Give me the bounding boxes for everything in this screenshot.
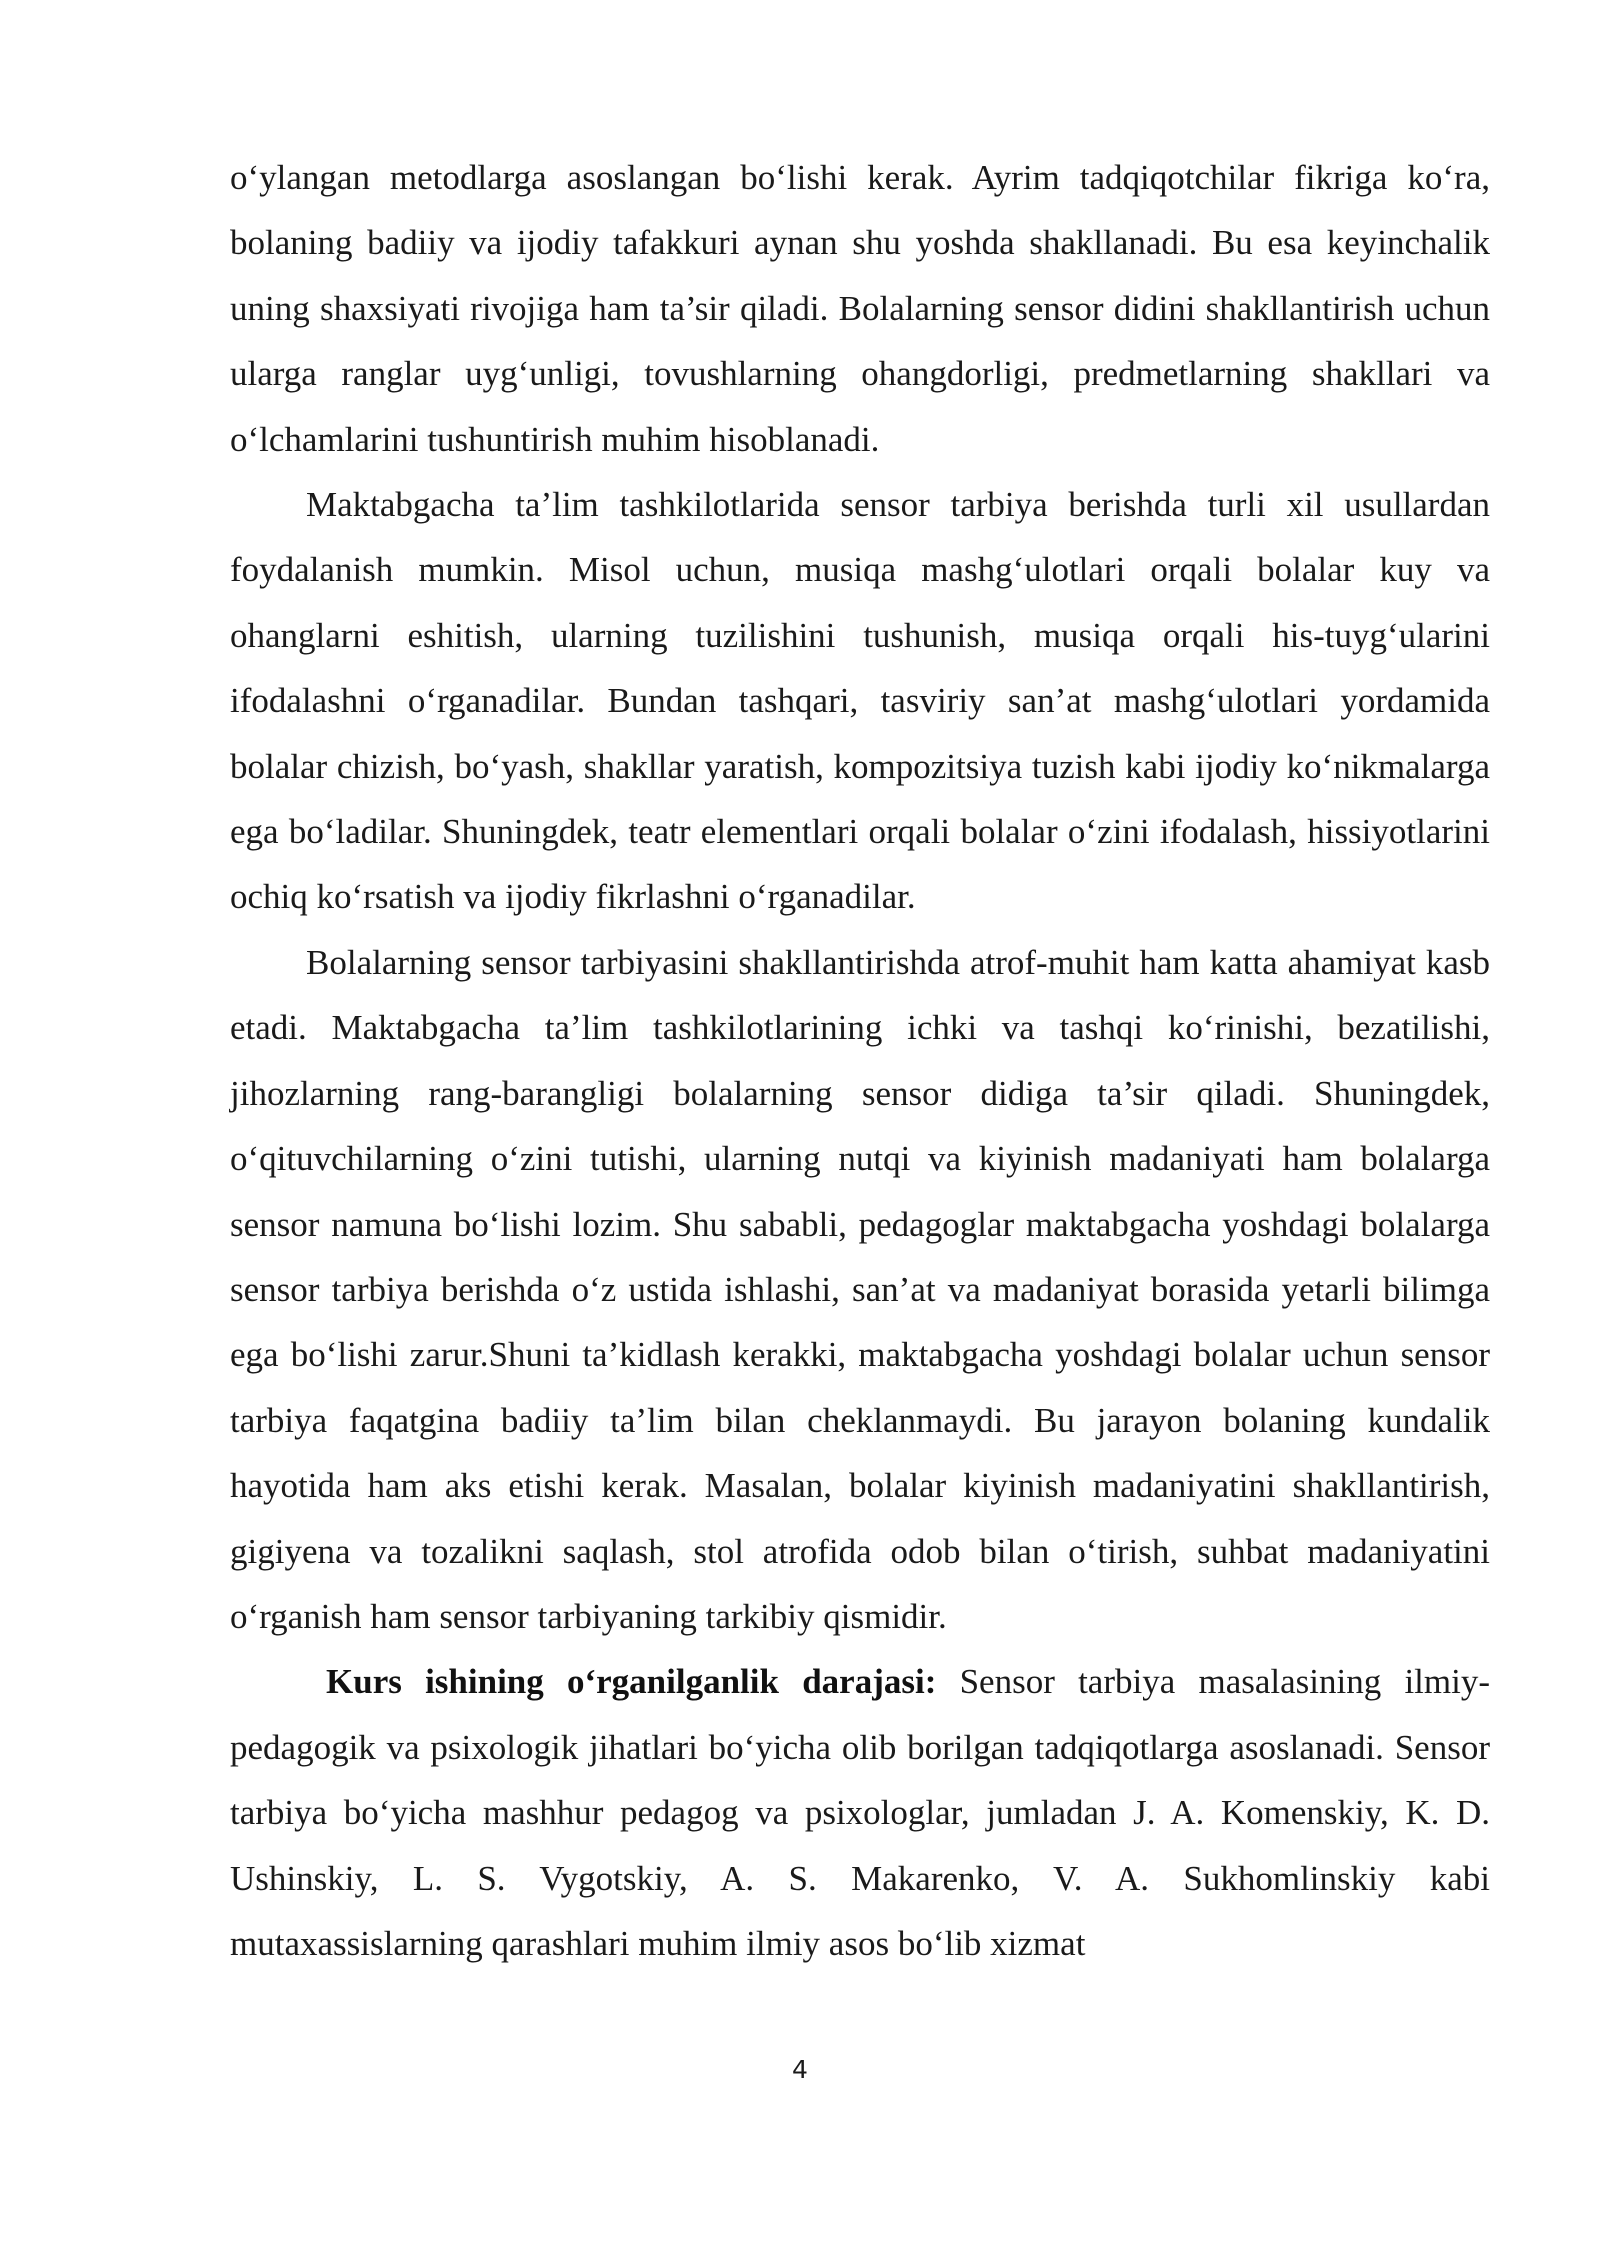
paragraph-2: Maktabgacha ta’lim tashkilotlarida sensor tarbiya berishda turli xil usullardan foydalanish mumkin. Misol uchun, musiqa mashg‘ulotlari orqali bolalar kuy va ohanglarni eshitish, ularning tuzilishini tushunish, musiqa orqali his-tuyg‘ularini ifodalashni o‘rganadilar. Bundan tashqari, tasviriy san’at mashg‘ulotlari yordamida bolalar chizish, bo‘yash, shakllar yaratish, kompozitsiya tuzish kabi ijodiy ko‘nikmalarga ega bo‘ladilar. Shuningdek, teatr elementlari orqali bolalar o‘zini ifodalash, hissiyotlarini ochiq ko‘rsatish va ijodiy fikrlashni o‘rganadilar. (230, 485, 1490, 917)
paragraph-3: Bolalarning sensor tarbiyasini shakllantirishda atrof-muhit ham katta ahamiyat kasb etadi. Maktabgacha ta’lim tashkilotlarining ichki va tashqi ko‘rinishi, bezatilishi, jihozlarning rang-barangligi bolalarning sensor didiga ta’sir qiladi. Shuningdek, o‘qituvchilarning o‘zini tutishi, ularning nutqi va kiyinish madaniyati ham bolalarga sensor namuna bo‘lishi lozim. Shu sababli, pedagoglar maktabgacha yoshdagi bolalarga sensor tarbiya berishda o‘z ustida ishlashi, san’at va madaniyat borasida yetarli bilimga ega bo‘lishi zarur.Shuni ta’kidlash kerakki, maktabgacha yoshdagi bolalar uchun sensor tarbiya faqatgina badiiy ta’lim bilan cheklanmaydi. Bu jarayon bolaning kundalik hayotida ham aks etishi kerak. Masalan, bolalar kiyinish madaniyatini shakllantirish, gigiyena va tozalikni saqlash, stol atrofida odob bilan o‘tirish, suhbat madaniyatini o‘rganish ham sensor tarbiyaning tarkibiy qismidir. (230, 942, 1490, 1636)
paragraph-4-text: Sensor tarbiya masalasining ilmiy-pedagogik va psixologik jihatlari bo‘yicha olib borilgan tadqiqotlarga asoslanadi. Sensor tarbiya bo‘yicha mashhur pedagog va psixologlar, jumladan J. A. Komenskiy, K. D. Ushinskiy, L. S. Vygotskiy, A. S. Makarenko, V. A. Sukhomlinskiy kabi mutaxassislarning qarashlari muhim ilmiy asos bo‘lib xizmat (230, 1662, 1491, 1963)
paragraph-4 (230, 1649, 1490, 1976)
paragraph-1: o‘ylangan metodlarga asoslangan bo‘lishi kerak. Ayrim tadqiqotchilar fikriga ko‘ra, bolaning badiiy va ijodiy tafakkuri aynan shu yoshda shakllanadi. Bu esa keyinchalik uning shaxsiyati rivojiga ham ta’sir qiladi. Bolalarning sensor didini shakllantirish uchun ularga ranglar uyg‘unligi, tovushlarning ohangdorligi, predmetlarning shakllari va o‘lchamlarini tushuntirish muhim hisoblanadi. (230, 158, 1490, 459)
section-heading-lead: Kurs ishining o‘rganilganlik darajasi: (326, 1662, 937, 1702)
page-number: 4 (792, 2055, 808, 2084)
body-text (230, 145, 1490, 1976)
